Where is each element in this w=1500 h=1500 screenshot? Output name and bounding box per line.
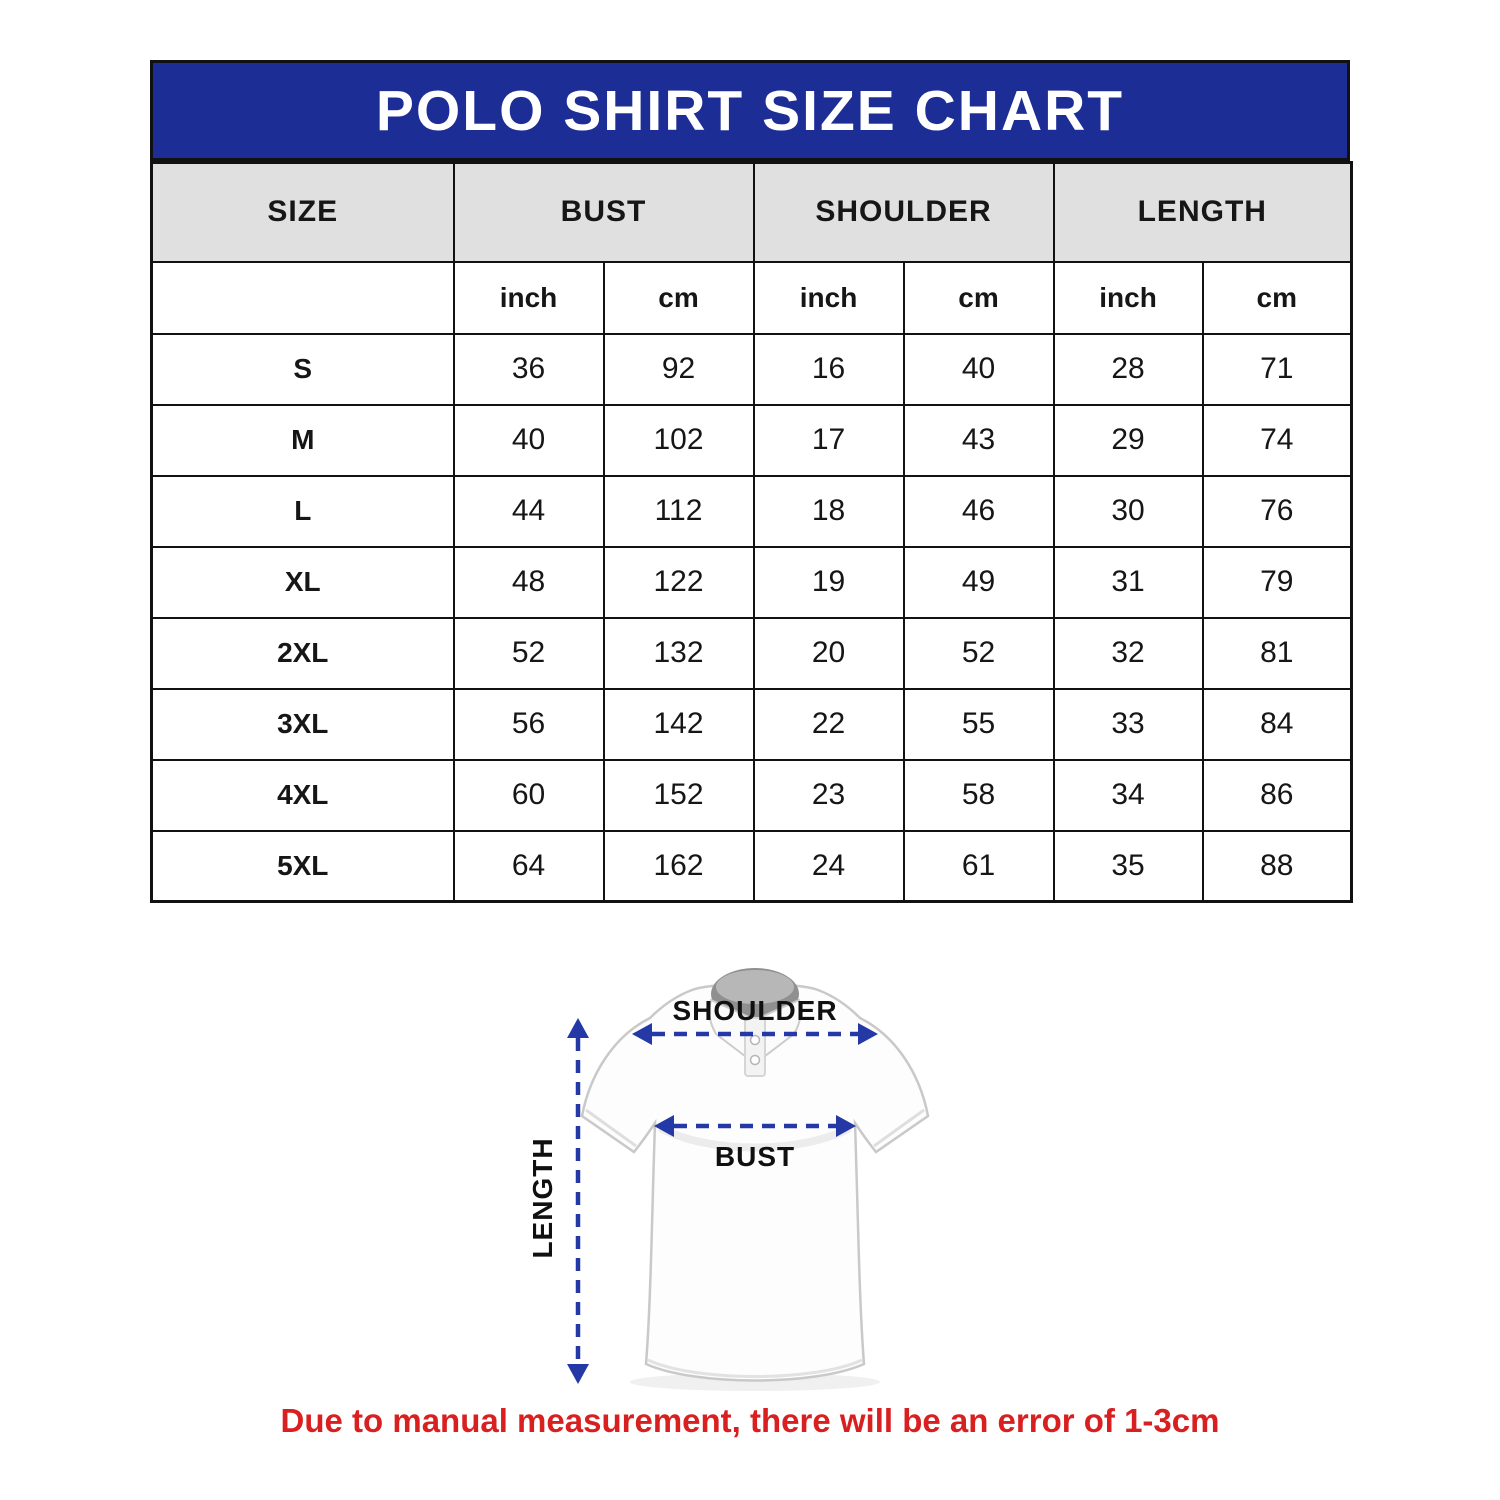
bust-label: BUST	[714, 1141, 796, 1172]
value-cell: 24	[754, 831, 904, 902]
value-cell: 152	[604, 760, 754, 831]
size-label: L	[152, 476, 454, 547]
value-cell: 29	[1054, 405, 1203, 476]
measurement-note: Due to manual measurement, there will be an error of 1-3cm	[280, 1402, 1220, 1439]
value-cell: 28	[1054, 334, 1203, 405]
size-table	[150, 161, 1353, 903]
table-row	[152, 618, 1352, 689]
button	[751, 1056, 760, 1065]
value-cell: 40	[454, 405, 604, 476]
value-cell: 30	[1054, 476, 1203, 547]
value-cell: 17	[754, 405, 904, 476]
length-arrow	[567, 1018, 589, 1384]
unit-length-inch: inch	[1054, 262, 1203, 334]
button	[751, 1036, 760, 1045]
unit-bust-inch: inch	[454, 262, 604, 334]
value-cell: 55	[904, 689, 1054, 760]
size-label: 2XL	[152, 618, 454, 689]
value-cell: 36	[454, 334, 604, 405]
value-cell: 20	[754, 618, 904, 689]
unit-length-cm: cm	[1203, 262, 1352, 334]
value-cell: 18	[754, 476, 904, 547]
value-cell: 122	[604, 547, 754, 618]
value-cell: 81	[1203, 618, 1352, 689]
value-cell: 40	[904, 334, 1054, 405]
value-cell: 23	[754, 760, 904, 831]
size-label: 5XL	[152, 831, 454, 902]
table-row	[152, 760, 1352, 831]
length-label: LENGTH	[527, 1137, 558, 1259]
value-cell: 142	[604, 689, 754, 760]
value-cell: 16	[754, 334, 904, 405]
unit-shoulder-inch: inch	[754, 262, 904, 334]
placket	[745, 1018, 765, 1076]
value-cell: 52	[454, 618, 604, 689]
size-label: 3XL	[152, 689, 454, 760]
table-row	[152, 334, 1352, 405]
size-label: 4XL	[152, 760, 454, 831]
table-row	[152, 476, 1352, 547]
value-cell: 19	[754, 547, 904, 618]
value-cell: 49	[904, 547, 1054, 618]
polo-shirt-body	[582, 968, 928, 1391]
value-cell: 46	[904, 476, 1054, 547]
value-cell: 31	[1054, 547, 1203, 618]
size-label: M	[152, 405, 454, 476]
column-header-size: SIZE	[152, 163, 454, 262]
unit-bust-cm: cm	[604, 262, 754, 334]
value-cell: 84	[1203, 689, 1352, 760]
value-cell: 52	[904, 618, 1054, 689]
shoulder-label: SHOULDER	[672, 995, 838, 1026]
polo-shirt-diagram	[480, 960, 1040, 1400]
column-header-bust: BUST	[454, 163, 754, 262]
blank-cell	[152, 262, 454, 334]
table-row	[152, 689, 1352, 760]
size-label: S	[152, 334, 454, 405]
value-cell: 92	[604, 334, 754, 405]
value-cell: 79	[1203, 547, 1352, 618]
value-cell: 112	[604, 476, 754, 547]
chart-title: POLO SHIRT SIZE CHART	[375, 78, 1125, 143]
value-cell: 86	[1203, 760, 1352, 831]
column-header-row	[152, 163, 1352, 262]
value-cell: 44	[454, 476, 604, 547]
value-cell: 48	[454, 547, 604, 618]
value-cell: 22	[754, 689, 904, 760]
chart-title-bar	[150, 60, 1350, 161]
value-cell: 33	[1054, 689, 1203, 760]
value-cell: 102	[604, 405, 754, 476]
column-header-shoulder: SHOULDER	[754, 163, 1054, 262]
value-cell: 32	[1054, 618, 1203, 689]
column-header-length: LENGTH	[1054, 163, 1352, 262]
value-cell: 35	[1054, 831, 1203, 902]
size-label: XL	[152, 547, 454, 618]
value-cell: 43	[904, 405, 1054, 476]
value-cell: 88	[1203, 831, 1352, 902]
value-cell: 58	[904, 760, 1054, 831]
value-cell: 132	[604, 618, 754, 689]
value-cell: 61	[904, 831, 1054, 902]
table-row	[152, 831, 1352, 902]
unit-shoulder-cm: cm	[904, 262, 1054, 334]
value-cell: 64	[454, 831, 604, 902]
polo-shirt-graphic	[480, 960, 1040, 1400]
value-cell: 74	[1203, 405, 1352, 476]
value-cell: 34	[1054, 760, 1203, 831]
table-row	[152, 405, 1352, 476]
value-cell: 162	[604, 831, 754, 902]
value-cell: 76	[1203, 476, 1352, 547]
table-row	[152, 547, 1352, 618]
value-cell: 71	[1203, 334, 1352, 405]
value-cell: 56	[454, 689, 604, 760]
value-cell: 60	[454, 760, 604, 831]
units-row	[152, 262, 1352, 334]
